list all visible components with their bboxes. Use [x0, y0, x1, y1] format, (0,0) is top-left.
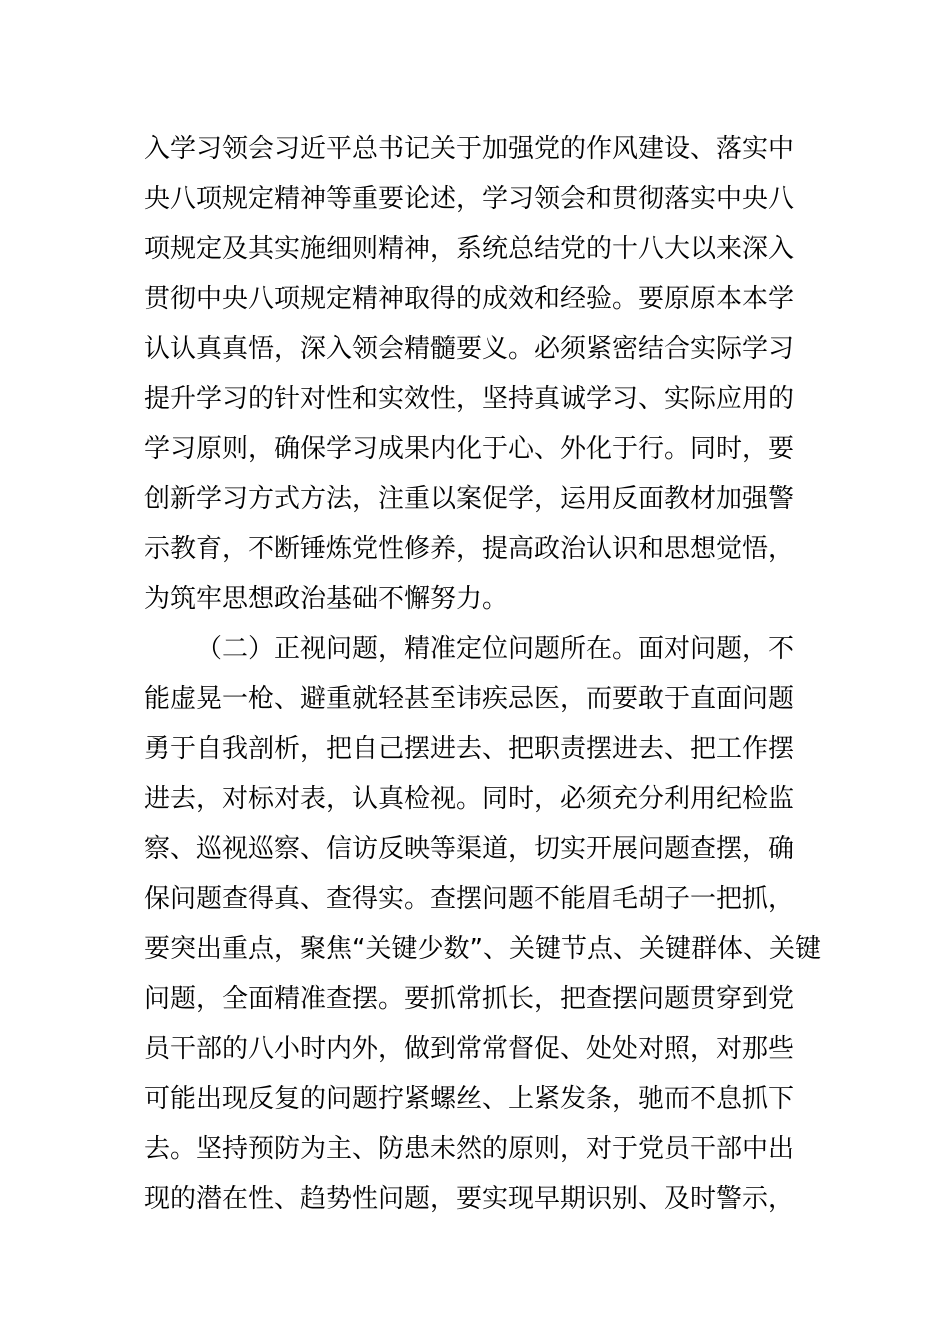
- text-line: 保问题查得真、查得实。查摆问题不能眉毛胡子一把抓，: [144, 884, 795, 914]
- text-line: 可能出现反复的问题拧紧螺丝、上紧发条，驰而不息抓下: [144, 1084, 795, 1114]
- text-line: 提升学习的针对性和实效性，坚持真诚学习、实际应用的: [144, 384, 795, 414]
- text-line: 贯彻中央八项规定精神取得的成效和经验。要原原本本学: [144, 284, 795, 314]
- text-line: 问题，全面精准查摆。要抓常抓长，把查摆问题贯穿到党: [144, 984, 795, 1014]
- text-line: 入学习领会习近平总书记关于加强党的作风建设、落实中: [144, 134, 795, 164]
- text-line: 员干部的八小时内外，做到常常督促、处处对照，对那些: [144, 1034, 795, 1064]
- section-heading-line: （二）正视问题，精准定位问题所在。面对问题，不: [196, 634, 795, 664]
- text-line: 创新学习方式方法，注重以案促学，运用反面教材加强警: [144, 484, 795, 514]
- text-line: 能虚晃一枪、避重就轻甚至讳疾忌医，而要敢于直面问题: [144, 684, 795, 714]
- document-body: [144, 124, 821, 1224]
- text-line: 现的潜在性、趋势性问题，要实现早期识别、及时警示，: [144, 1184, 795, 1214]
- text-line: 进去，对标对表，认真检视。同时，必须充分利用纪检监: [144, 784, 795, 814]
- text-line: 要突出重点，聚焦“关键少数”、关键节点、关键群体、关键: [144, 934, 821, 964]
- text-line: 察、巡视巡察、信访反映等渠道，切实开展问题查摆，确: [144, 834, 795, 864]
- text-line: 示教育，不断锤炼党性修养，提高政治认识和思想觉悟，: [144, 534, 795, 564]
- text-line: 认认真真悟，深入领会精髓要义。必须紧密结合实际学习: [144, 334, 795, 364]
- text-line: 项规定及其实施细则精神，系统总结党的十八大以来深入: [144, 234, 795, 264]
- text-line: 为筑牢思想政治基础不懈努力。: [144, 584, 509, 614]
- text-line: 学习原则，确保学习成果内化于心、外化于行。同时，要: [144, 434, 795, 464]
- text-line: 勇于自我剖析，把自己摆进去、把职责摆进去、把工作摆: [144, 734, 795, 764]
- text-line: 央八项规定精神等重要论述，学习领会和贯彻落实中央八: [144, 184, 795, 214]
- text-line: 去。坚持预防为主、防患未然的原则，对于党员干部中出: [144, 1134, 795, 1164]
